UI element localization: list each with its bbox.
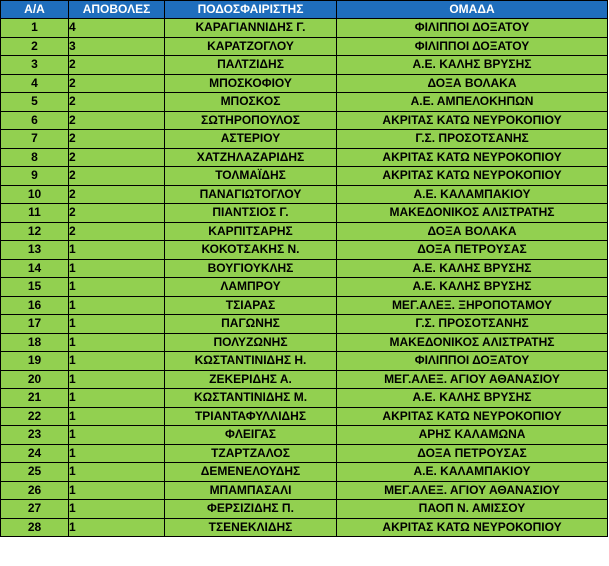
- table-row: [1, 111, 608, 130]
- cell-goals: 2: [69, 130, 165, 149]
- cell-aa: 14: [1, 259, 69, 278]
- table-row: [1, 74, 608, 93]
- cell-goals: 2: [69, 111, 165, 130]
- cell-goals: 1: [69, 370, 165, 389]
- table-row: [1, 389, 608, 408]
- table-row: [1, 278, 608, 297]
- cell-player: ΦΛΕΙΓΑΣ: [165, 426, 337, 445]
- cell-player: ΚΟΚΟΤΣΑΚΗΣ Ν.: [165, 241, 337, 260]
- cell-goals: 2: [69, 93, 165, 112]
- cell-goals: 1: [69, 500, 165, 519]
- cell-team: ΔΟΞΑ ΠΕΤΡΟΥΣΑΣ: [337, 444, 608, 463]
- table-row: [1, 148, 608, 167]
- cell-player: ΛΑΜΠΡΟΥ: [165, 278, 337, 297]
- cell-team: ΜΕΓ.ΑΛΕΞ. ΞΗΡΟΠΟΤΑΜΟΥ: [337, 296, 608, 315]
- cell-team: ΜΕΓ.ΑΛΕΞ. ΑΓΙΟΥ ΑΘΑΝΑΣΙΟΥ: [337, 370, 608, 389]
- cell-aa: 7: [1, 130, 69, 149]
- cell-goals: 1: [69, 463, 165, 482]
- cell-aa: 26: [1, 481, 69, 500]
- cell-goals: 1: [69, 389, 165, 408]
- cell-player: ΜΠΟΣΚΟΣ: [165, 93, 337, 112]
- cell-team: ΦΙΛΙΠΠΟΙ ΔΟΞΑΤΟΥ: [337, 352, 608, 371]
- cell-team: Α.Ε. ΑΜΠΕΛΟΚΗΠΩΝ: [337, 93, 608, 112]
- table-row: [1, 56, 608, 75]
- cell-goals: 2: [69, 185, 165, 204]
- cell-goals: 1: [69, 278, 165, 297]
- cell-aa: 6: [1, 111, 69, 130]
- cell-player: ΔΕΜΕΝΕΛΟΥΔΗΣ: [165, 463, 337, 482]
- cell-aa: 16: [1, 296, 69, 315]
- header-goals: ΑΠΟΒΟΛΕΣ: [69, 1, 165, 19]
- table-row: [1, 426, 608, 445]
- cell-aa: 17: [1, 315, 69, 334]
- table-row: [1, 518, 608, 537]
- cell-team: ΔΟΞΑ ΠΕΤΡΟΥΣΑΣ: [337, 241, 608, 260]
- table-row: [1, 407, 608, 426]
- cell-aa: 22: [1, 407, 69, 426]
- cell-team: ΔΟΞΑ ΒΟΛΑΚΑ: [337, 74, 608, 93]
- cell-team: ΑΚΡΙΤΑΣ ΚΑΤΩ ΝΕΥΡΟΚΟΠΙΟΥ: [337, 167, 608, 186]
- cell-player: ΜΠΟΣΚΟΦΙΟΥ: [165, 74, 337, 93]
- cell-goals: 1: [69, 481, 165, 500]
- cell-player: ΤΣΕΝΕΚΛΙΔΗΣ: [165, 518, 337, 537]
- cell-goals: 1: [69, 333, 165, 352]
- cell-team: Γ.Σ. ΠΡΟΣΟΤΣΑΝΗΣ: [337, 130, 608, 149]
- cell-team: ΜΕΓ.ΑΛΕΞ. ΑΓΙΟΥ ΑΘΑΝΑΣΙΟΥ: [337, 481, 608, 500]
- cell-aa: 24: [1, 444, 69, 463]
- cell-team: ΑΚΡΙΤΑΣ ΚΑΤΩ ΝΕΥΡΟΚΟΠΙΟΥ: [337, 407, 608, 426]
- cell-aa: 4: [1, 74, 69, 93]
- cell-goals: 2: [69, 56, 165, 75]
- cell-aa: 8: [1, 148, 69, 167]
- cell-team: ΜΑΚΕΔΟΝΙΚΟΣ ΑΛΙΣΤΡΑΤΗΣ: [337, 204, 608, 223]
- cell-goals: 1: [69, 444, 165, 463]
- cell-goals: 2: [69, 74, 165, 93]
- cell-aa: 18: [1, 333, 69, 352]
- table-row: [1, 93, 608, 112]
- table-row: [1, 185, 608, 204]
- table-row: [1, 222, 608, 241]
- table-row: [1, 444, 608, 463]
- table-header: [1, 1, 608, 19]
- cell-team: ΜΑΚΕΔΟΝΙΚΟΣ ΑΛΙΣΤΡΑΤΗΣ: [337, 333, 608, 352]
- header-player: ΠΟΔΟΣΦΑΙΡΙΣΤΗΣ: [165, 1, 337, 19]
- cell-aa: 15: [1, 278, 69, 297]
- table-row: [1, 204, 608, 223]
- cell-goals: 2: [69, 204, 165, 223]
- cell-aa: 12: [1, 222, 69, 241]
- cell-team: Α.Ε. ΚΑΛΗΣ ΒΡΥΣΗΣ: [337, 278, 608, 297]
- cell-goals: 1: [69, 315, 165, 334]
- cell-goals: 1: [69, 259, 165, 278]
- cell-aa: 25: [1, 463, 69, 482]
- cell-player: ΠΑΛΤΖΙΔΗΣ: [165, 56, 337, 75]
- cell-player: ΠΟΛΥΖΩΝΗΣ: [165, 333, 337, 352]
- cell-player: ΖΕΚΕΡΙΔΗΣ Α.: [165, 370, 337, 389]
- cell-goals: 1: [69, 426, 165, 445]
- cell-team: Γ.Σ. ΠΡΟΣΟΤΣΑΝΗΣ: [337, 315, 608, 334]
- cell-team: ΦΙΛΙΠΠΟΙ ΔΟΞΑΤΟΥ: [337, 19, 608, 38]
- cell-aa: 27: [1, 500, 69, 519]
- cell-aa: 20: [1, 370, 69, 389]
- cell-player: ΠΑΓΩΝΗΣ: [165, 315, 337, 334]
- cell-player: ΚΩΣΤΑΝΤΙΝΙΔΗΣ Μ.: [165, 389, 337, 408]
- table-row: [1, 19, 608, 38]
- cell-aa: 1: [1, 19, 69, 38]
- cell-player: ΒΟΥΓΙΟΥΚΛΗΣ: [165, 259, 337, 278]
- cell-aa: 13: [1, 241, 69, 260]
- table-row: [1, 130, 608, 149]
- cell-player: ΑΣΤΕΡΙΟΥ: [165, 130, 337, 149]
- cell-goals: 2: [69, 148, 165, 167]
- cell-aa: 23: [1, 426, 69, 445]
- cell-aa: 9: [1, 167, 69, 186]
- cell-team: ΑΡΗΣ ΚΑΛΑΜΩΝΑ: [337, 426, 608, 445]
- cell-player: ΧΑΤΖΗΛΑΖΑΡΙΔΗΣ: [165, 148, 337, 167]
- cell-goals: 1: [69, 518, 165, 537]
- table-row: [1, 167, 608, 186]
- cell-goals: 2: [69, 222, 165, 241]
- table-row: [1, 296, 608, 315]
- cell-player: ΣΩΤΗΡΟΠΟΥΛΟΣ: [165, 111, 337, 130]
- cell-team: Α.Ε. ΚΑΛΑΜΠΑΚΙΟΥ: [337, 463, 608, 482]
- table-row: [1, 481, 608, 500]
- cell-team: Α.Ε. ΚΑΛΑΜΠΑΚΙΟΥ: [337, 185, 608, 204]
- table-row: [1, 333, 608, 352]
- cell-aa: 11: [1, 204, 69, 223]
- cell-goals: 3: [69, 37, 165, 56]
- cell-player: ΚΩΣΤΑΝΤΙΝΙΔΗΣ Η.: [165, 352, 337, 371]
- cell-player: ΠΙΑΝΤΣΙΟΣ Γ.: [165, 204, 337, 223]
- cell-player: ΤΣΙΑΡΑΣ: [165, 296, 337, 315]
- cell-aa: 19: [1, 352, 69, 371]
- header-row: [1, 1, 608, 19]
- cell-team: ΑΚΡΙΤΑΣ ΚΑΤΩ ΝΕΥΡΟΚΟΠΙΟΥ: [337, 148, 608, 167]
- cell-aa: 3: [1, 56, 69, 75]
- table-row: [1, 241, 608, 260]
- table-row: [1, 370, 608, 389]
- cell-aa: 21: [1, 389, 69, 408]
- cell-goals: 1: [69, 407, 165, 426]
- cell-goals: 2: [69, 167, 165, 186]
- header-team: ΟΜΑΔΑ: [337, 1, 608, 19]
- cell-aa: 2: [1, 37, 69, 56]
- cell-player: ΚΑΡΑΤΖΟΓΛΟΥ: [165, 37, 337, 56]
- cell-team: Α.Ε. ΚΑΛΗΣ ΒΡΥΣΗΣ: [337, 259, 608, 278]
- cell-goals: 4: [69, 19, 165, 38]
- cell-player: ΤΟΛΜΑΪΔΗΣ: [165, 167, 337, 186]
- cell-team: ΔΟΞΑ ΒΟΛΑΚΑ: [337, 222, 608, 241]
- cell-player: ΤΖΑΡΤΖΑΛΟΣ: [165, 444, 337, 463]
- table-row: [1, 315, 608, 334]
- table-row: [1, 500, 608, 519]
- cell-aa: 28: [1, 518, 69, 537]
- cell-team: ΦΙΛΙΠΠΟΙ ΔΟΞΑΤΟΥ: [337, 37, 608, 56]
- cell-aa: 5: [1, 93, 69, 112]
- cell-team: ΑΚΡΙΤΑΣ ΚΑΤΩ ΝΕΥΡΟΚΟΠΙΟΥ: [337, 518, 608, 537]
- cell-player: ΦΕΡΣΙΖΙΔΗΣ Π.: [165, 500, 337, 519]
- header-aa: Α/Α: [1, 1, 69, 19]
- cell-player: ΚΑΡΠΙΤΣΑΡΗΣ: [165, 222, 337, 241]
- table-row: [1, 463, 608, 482]
- cell-team: ΠΑΟΠ Ν. ΑΜΙΣΣΟΥ: [337, 500, 608, 519]
- cell-aa: 10: [1, 185, 69, 204]
- cell-goals: 1: [69, 352, 165, 371]
- cell-player: ΠΑΝΑΓΙΩΤΟΓΛΟΥ: [165, 185, 337, 204]
- cell-goals: 1: [69, 296, 165, 315]
- table-row: [1, 259, 608, 278]
- table-row: [1, 37, 608, 56]
- cell-player: ΤΡΙΑΝΤΑΦΥΛΛΙΔΗΣ: [165, 407, 337, 426]
- cell-goals: 1: [69, 241, 165, 260]
- cell-team: ΑΚΡΙΤΑΣ ΚΑΤΩ ΝΕΥΡΟΚΟΠΙΟΥ: [337, 111, 608, 130]
- cell-player: ΚΑΡΑΓΙΑΝΝΙΔΗΣ Γ.: [165, 19, 337, 38]
- table-row: [1, 352, 608, 371]
- cell-team: Α.Ε. ΚΑΛΗΣ ΒΡΥΣΗΣ: [337, 389, 608, 408]
- cell-team: Α.Ε. ΚΑΛΗΣ ΒΡΥΣΗΣ: [337, 56, 608, 75]
- table-body: [1, 19, 608, 537]
- cell-player: ΜΠΑΜΠΑΣΑΛΙ: [165, 481, 337, 500]
